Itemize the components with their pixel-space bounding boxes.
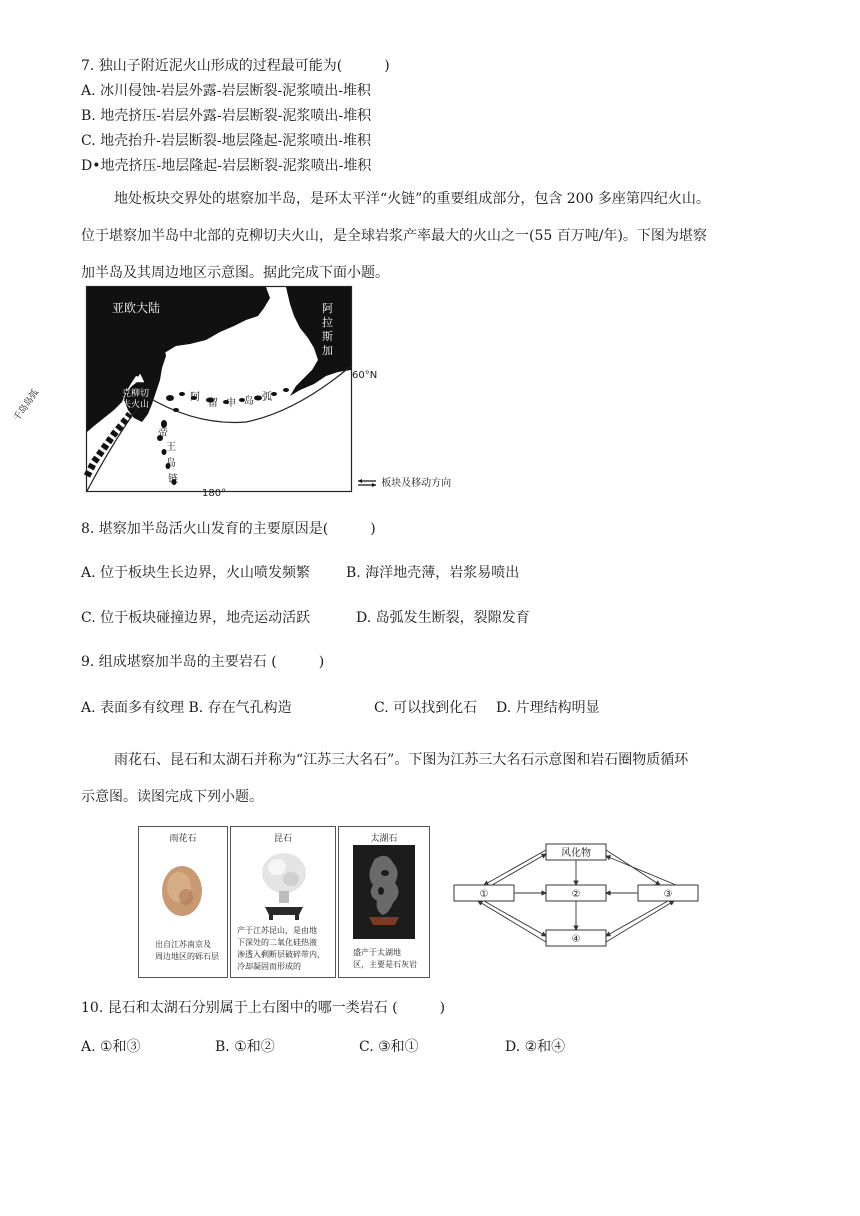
stone-desc-kun-1: 产于江苏昆山，是由地 bbox=[237, 926, 317, 935]
label-kuril: 千岛岛弧 bbox=[12, 387, 42, 424]
passage2-line1: 雨花石、昆石和太湖石并称为“江苏三大名石”。下图为江苏三大名石示意图和岩石圈物质循环 bbox=[114, 752, 689, 768]
stone-desc-taihu-1: 盛产于太湖地 bbox=[353, 948, 401, 957]
q9-stem: 9. 组成堪察加半岛的主要岩石 ( ) bbox=[81, 654, 325, 670]
plate-arrow-icon bbox=[356, 478, 378, 488]
cycle-box-3: ③ bbox=[663, 889, 673, 900]
passage2-line2: 示意图。读图完成下列小题。 bbox=[81, 789, 263, 805]
passage1-line1: 地处板块交界处的堪察加半岛，是环太平洋“火链”的重要组成部分，包含 200 多座第四纪火山。 bbox=[114, 191, 710, 207]
q8-option-b: B. 海洋地壳薄，岩浆易喷出 bbox=[346, 565, 520, 581]
kamchatka-map bbox=[12, 286, 352, 492]
label-bering-strait: 白令海峡 bbox=[268, 294, 276, 318]
label-emperor-1: 帝 bbox=[158, 428, 168, 439]
q10-option-a: A. ①和③ bbox=[81, 1039, 141, 1055]
stone-panel-yuhua bbox=[138, 826, 228, 978]
q7-option-d: D•地壳挤压-地层隆起-岩层断裂-泥浆喷出-堆积 bbox=[81, 158, 372, 174]
cycle-box-4: ④ bbox=[571, 934, 581, 945]
q10-stem: 10. 昆石和太湖石分别属于上右图中的哪一类岩石 ( ) bbox=[81, 1000, 446, 1016]
q8-option-a: A. 位于板块生长边界，火山喷发频繁 bbox=[81, 565, 311, 581]
q7-option-a: A. 冰川侵蚀-岩层外露-岩层断裂-泥浆喷出-堆积 bbox=[81, 83, 371, 99]
rock-cycle-diagram bbox=[452, 838, 702, 950]
q9-option-ab: A. 表面多有纹理 B. 存在气孔构造 bbox=[81, 700, 292, 716]
q8-stem: 8. 堪察加半岛活火山发育的主要原因是( ) bbox=[81, 521, 376, 537]
passage1-line3: 加半岛及其周边地区示意图。据此完成下面小题。 bbox=[81, 265, 389, 281]
stone-desc-yuhua bbox=[155, 939, 219, 963]
yuhua-stone-image bbox=[159, 863, 205, 919]
label-eurasia: 亚欧大陆 bbox=[112, 301, 161, 315]
stone-panel-kun bbox=[230, 826, 336, 978]
stone-desc-kun bbox=[237, 925, 325, 973]
stone-title-yuhua: 雨花石 bbox=[169, 834, 197, 844]
q10-option-b: B. ①和② bbox=[215, 1039, 275, 1055]
taihu-stone-image bbox=[353, 845, 415, 939]
label-alaska-3: 斯 bbox=[322, 330, 333, 343]
cycle-box-2: ② bbox=[571, 889, 581, 900]
stone-desc-yuhua-2: 周边地区的砾石层 bbox=[155, 952, 219, 961]
q9-option-c: C. 可以找到化石 bbox=[374, 700, 478, 716]
label-alaska-2: 拉 bbox=[322, 316, 333, 329]
q7-stem: 7. 独山子附近泥火山形成的过程最可能为( ) bbox=[81, 58, 390, 74]
q8-option-c: C. 位于板块碰撞边界，地壳运动活跃 bbox=[81, 610, 311, 626]
label-alaska-4: 加 bbox=[322, 344, 333, 357]
q9-option-d: D. 片理结构明显 bbox=[496, 700, 600, 716]
q10-option-d: D. ②和④ bbox=[505, 1039, 566, 1055]
stone-desc-kun-4: 冷却凝固而形成的 bbox=[237, 962, 301, 971]
label-lat-60n: 60°N bbox=[352, 370, 378, 381]
passage1-line2: 位于堪察加半岛中北部的克柳切夫火山，是全球岩浆产率最大的火山之一(55 百万吨/年)。下图为堪察 bbox=[81, 228, 707, 244]
stone-desc-kun-3: 渗透入剩断层破碎带内， bbox=[237, 950, 325, 959]
cycle-box-1: ① bbox=[479, 889, 489, 900]
stone-desc-taihu-2: 区，主要是石灰岩 bbox=[353, 960, 417, 969]
label-aleutian-3: 申 bbox=[226, 398, 236, 409]
map-legend bbox=[356, 474, 451, 489]
label-aleutian-5: 弧 bbox=[262, 392, 272, 403]
stone-title-kun: 昆石 bbox=[273, 834, 292, 844]
stone-title-taihu: 太湖石 bbox=[370, 834, 398, 844]
label-aleutian-2: 留 bbox=[208, 398, 218, 409]
label-volcano-2: 夫火山 bbox=[122, 400, 150, 410]
q7-option-b: B. 地壳挤压-岩层外露-岩层断裂-泥浆喷出-堆积 bbox=[81, 108, 372, 124]
q10-option-c: C. ③和① bbox=[359, 1039, 419, 1055]
label-emperor-3: 岛 bbox=[166, 458, 176, 469]
stone-desc-yuhua-1: 出自江苏南京及 bbox=[155, 940, 211, 949]
stone-panel-taihu bbox=[338, 826, 430, 978]
legend-label: 板块及移动方向 bbox=[381, 478, 452, 489]
q8-option-d: D. 岛弧发生断裂，裂隙发育 bbox=[356, 610, 530, 626]
kun-stone-image bbox=[257, 849, 311, 921]
label-aleutian-4: 岛 bbox=[244, 396, 254, 407]
label-emperor-4: 链 bbox=[168, 474, 178, 485]
label-volcano-1: 克柳切 bbox=[122, 389, 150, 399]
cycle-box-weathered: 风化物 bbox=[561, 848, 591, 859]
stone-desc-kun-2: 下深处的二氧化硅热液 bbox=[237, 938, 317, 947]
stone-desc-taihu bbox=[353, 947, 417, 971]
q7-option-c: C. 地壳抬升-岩层断裂-地层隆起-泥浆喷出-堆积 bbox=[81, 133, 372, 149]
label-aleutian-1: 阿 bbox=[190, 392, 200, 403]
label-emperor-2: 王 bbox=[166, 442, 176, 453]
label-lon-180: 180° bbox=[202, 488, 227, 499]
label-alaska-1: 阿 bbox=[322, 302, 333, 315]
